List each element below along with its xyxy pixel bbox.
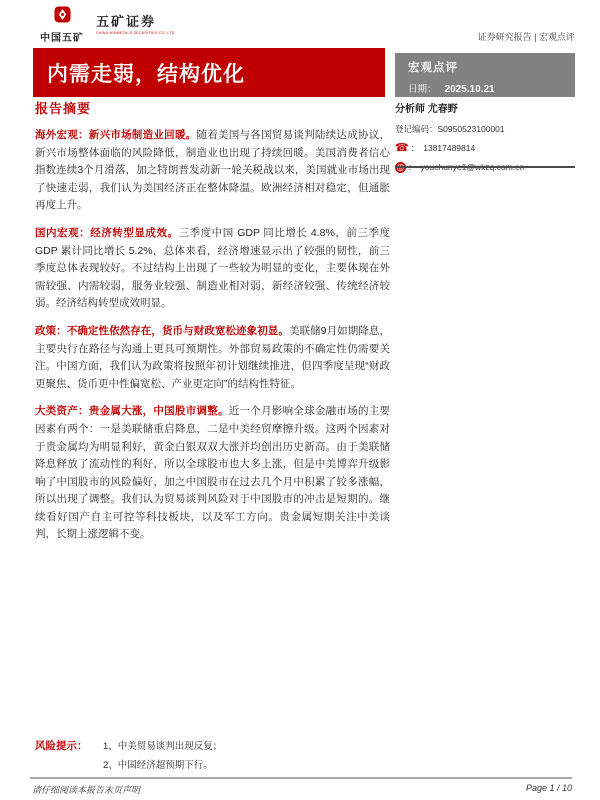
title-banner: [33, 48, 385, 97]
company-logo: [40, 6, 176, 44]
paragraph-body: 随着美国与各国贸易谈判陆续达成协议，新兴市场整体面临的风险降低，制造业也出现了持续回暖。美国消费者信心指数连续3个月滑落，加之特朗普发动新一轮关税战以来，美国就业市场出现了快速走弱，我们认为美国经济正在整体降温。欧洲经济相对稳定，但通胀再度上升。: [35, 129, 390, 212]
phone-number: 13817489814: [423, 143, 476, 153]
page-number: Page 1 / 10: [525, 783, 572, 793]
registration-code: S0950523100001: [437, 124, 505, 134]
report-summary: [35, 98, 390, 554]
footer-disclaimer: 请仔细阅读本报告末页声明: [32, 785, 141, 795]
minmetals-emblem-icon: [54, 6, 71, 28]
summary-paragraph-overseas: [35, 127, 390, 215]
phone-row: ☎ ： 13817489814: [395, 141, 476, 154]
summary-heading: 报告摘要: [35, 101, 92, 116]
paragraph-body: 近一个月影响全球金融市场的主要因素有两个：一是美联储重启降息，二是中美经贸摩擦升级。这两个因素对于贵金属均为明显利好，黄金白银双双大涨并均创出历史新高。由于美联储降息释放了流动性的利好，所以全球股市也大多上涨，但是中美博弈升级影响了中国股市的风险偏好，加之中国股市在过去几个月中积累了较多涨幅，所以出现了调整。我们认为贸易谈判风险对于中国股市的冲击是短期的。继续看好国产自主可控等科技板块，以及军工方向。贵金属短期关注中美谈判，长期上涨逻辑不变。: [35, 405, 390, 541]
risk-item: 2、中国经济超预期下行。: [103, 760, 213, 771]
report-title: 内需走弱，结构优化: [47, 62, 245, 86]
report-date-row: [408, 81, 575, 95]
brand-name: 五矿证券: [96, 14, 157, 29]
date-value: 2025.10.21: [444, 84, 495, 95]
analyst-info: [395, 100, 575, 180]
brand-tagline: CHINA MINMETALS SECURITIES CO.,LTD.: [96, 31, 176, 35]
risk-items: [103, 738, 222, 776]
paragraph-body: 美联储9月如期降息，主要央行在路径与沟通上更具可预期性。外部贸易政策的不确定性仍需要关注。中国方面，我们认为政策将按照年初计划继续推进，但四季度呈现“财政更聚焦、货币更中性偏宽松、产业更定向”的结构性特征。: [35, 324, 391, 390]
registration-row: [395, 123, 575, 135]
summary-paragraph-assets: [35, 403, 390, 544]
doc-type-label: 证券研究报告 | 宏观点评: [477, 32, 575, 42]
risk-label: 风险提示：: [35, 740, 88, 752]
summary-paragraph-domestic: [35, 225, 390, 313]
paragraph-lead: 政策：不确定性依然存在，货币与财政宽松迹象初显。: [35, 324, 289, 337]
risk-section: [35, 738, 575, 776]
paragraph-lead: 海外宏观：新兴市场制造业回暖。: [35, 129, 197, 141]
sidebar-divider: [395, 166, 575, 168]
org-name: 中国五矿: [40, 33, 84, 44]
date-label: 日期：: [408, 84, 437, 95]
registration-label: 登记编码：: [395, 124, 438, 134]
summary-paragraph-policy: [35, 323, 390, 393]
risk-item: 1、中美贸易谈判出现反复；: [103, 741, 223, 752]
category-box: [395, 53, 575, 97]
paragraph-lead: 国内宏观：经济转型显成效。: [35, 226, 179, 239]
phone-icon: ☎: [395, 141, 409, 154]
paragraph-lead: 大类资产：贵金属大涨，中国股市调整。: [35, 405, 229, 418]
footer-divider: [30, 777, 572, 779]
analyst-name: 分析师 尤春野: [395, 104, 458, 115]
report-category: 宏观点评: [408, 62, 458, 74]
paragraph-body: 三季度中国 GDP 同比增长 4.8%，前三季度 GDP 累计同比增长 5.2%，总体来看，经济增速显示出了较强的韧性，前三季度总体表现较好。不过结构上出现了一些较为明显的变化，主要体现在外需较强、内需较弱，服务业较强、制造业相对弱，新经济较强、传统经济较弱。经济结构转型成效明显。: [35, 226, 391, 310]
